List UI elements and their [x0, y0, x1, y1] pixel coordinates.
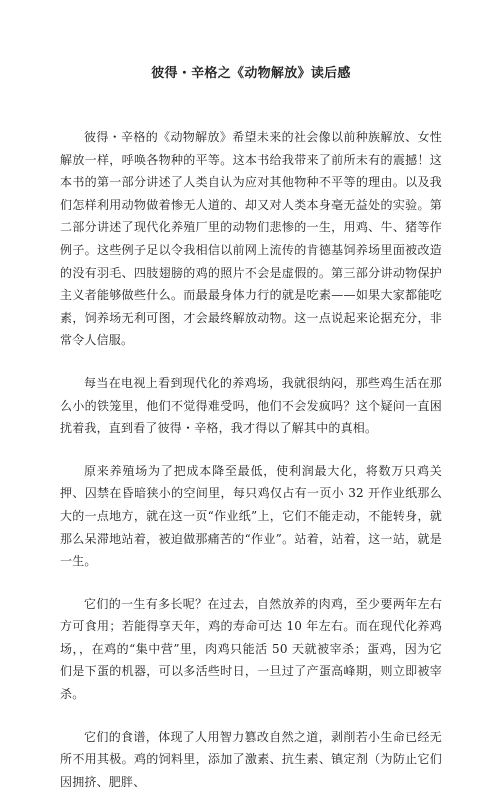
paragraph-5: 它们的食谱，体现了人用智力篡改自然之道，剥削若小生命已经无所不用其极。鸡的饲料里，添加了激素、抗生素、镇定剂（为防止它们因拥挤、肥胖、: [60, 729, 442, 789]
paragraph-4: 它们的一生有多长呢？在过去，自然放养的肉鸡，至少要两年左右方可食用；若能得享天年，鸡的寿命可达 10 年左右。而在现代化养鸡场，，在鸡的“集中营”里，肉鸡只能活 50 天就被宰杀；蛋鸡，因为它们是下蛋的机器，可以多活些时日，一旦过了产蛋高峰期，则立即被宰杀。: [60, 596, 442, 702]
document-title: 彼得・辛格之《动物解放》读后感: [151, 66, 351, 81]
paragraph-3: 原来养殖场为了把成本降至最低，使利润最大化，将数万只鸡关押、囚禁在昏暗狭小的空间里，每只鸡仅占有一页小 32 开作业纸那么大的一点地方，就在这一页“作业纸”上，它们不能走动，不能转身，就那么呆滞地站着，被迫做那痛苦的“作业”。站着，站着，这一站，就是一生。: [60, 463, 442, 569]
paragraph-1: 彼得・辛格的《动物解放》希望未来的社会像以前种族解放、女性解放一样，呼唤各物种的平等。这本书给我带来了前所未有的震撼！这本书的第一部分讲述了人类自认为应对其他物种不平等的理由。以及我们怎样利用动物做着惨无人道的、却又对人类本身毫无益处的实验。第二部分讲述了现代化养殖厂里的动物们悲惨的一生，用鸡、牛、猪等作例子。这些例子足以令我相信以前网上流传的肯德基饲养场里面被改造的没有羽毛、四肢翅膀的鸡的照片不会是虚假的。第三部分讲动物保护主义者能够做些什么。而最最身体力行的就是吃素——如果大家都能吃素，饲养场无利可图，才会最终解放动物。这一点说起来论据充分，非常令人信服。: [60, 130, 442, 348]
paragraph-2: 每当在电视上看到现代化的养鸡场，我就很纳闷，那些鸡生活在那么小的铁笼里，他们不觉得难受吗，他们不会发疯吗？这个疑问一直困扰着我，直到看了彼得・辛格，我才得以了解其中的真相。: [60, 375, 442, 436]
